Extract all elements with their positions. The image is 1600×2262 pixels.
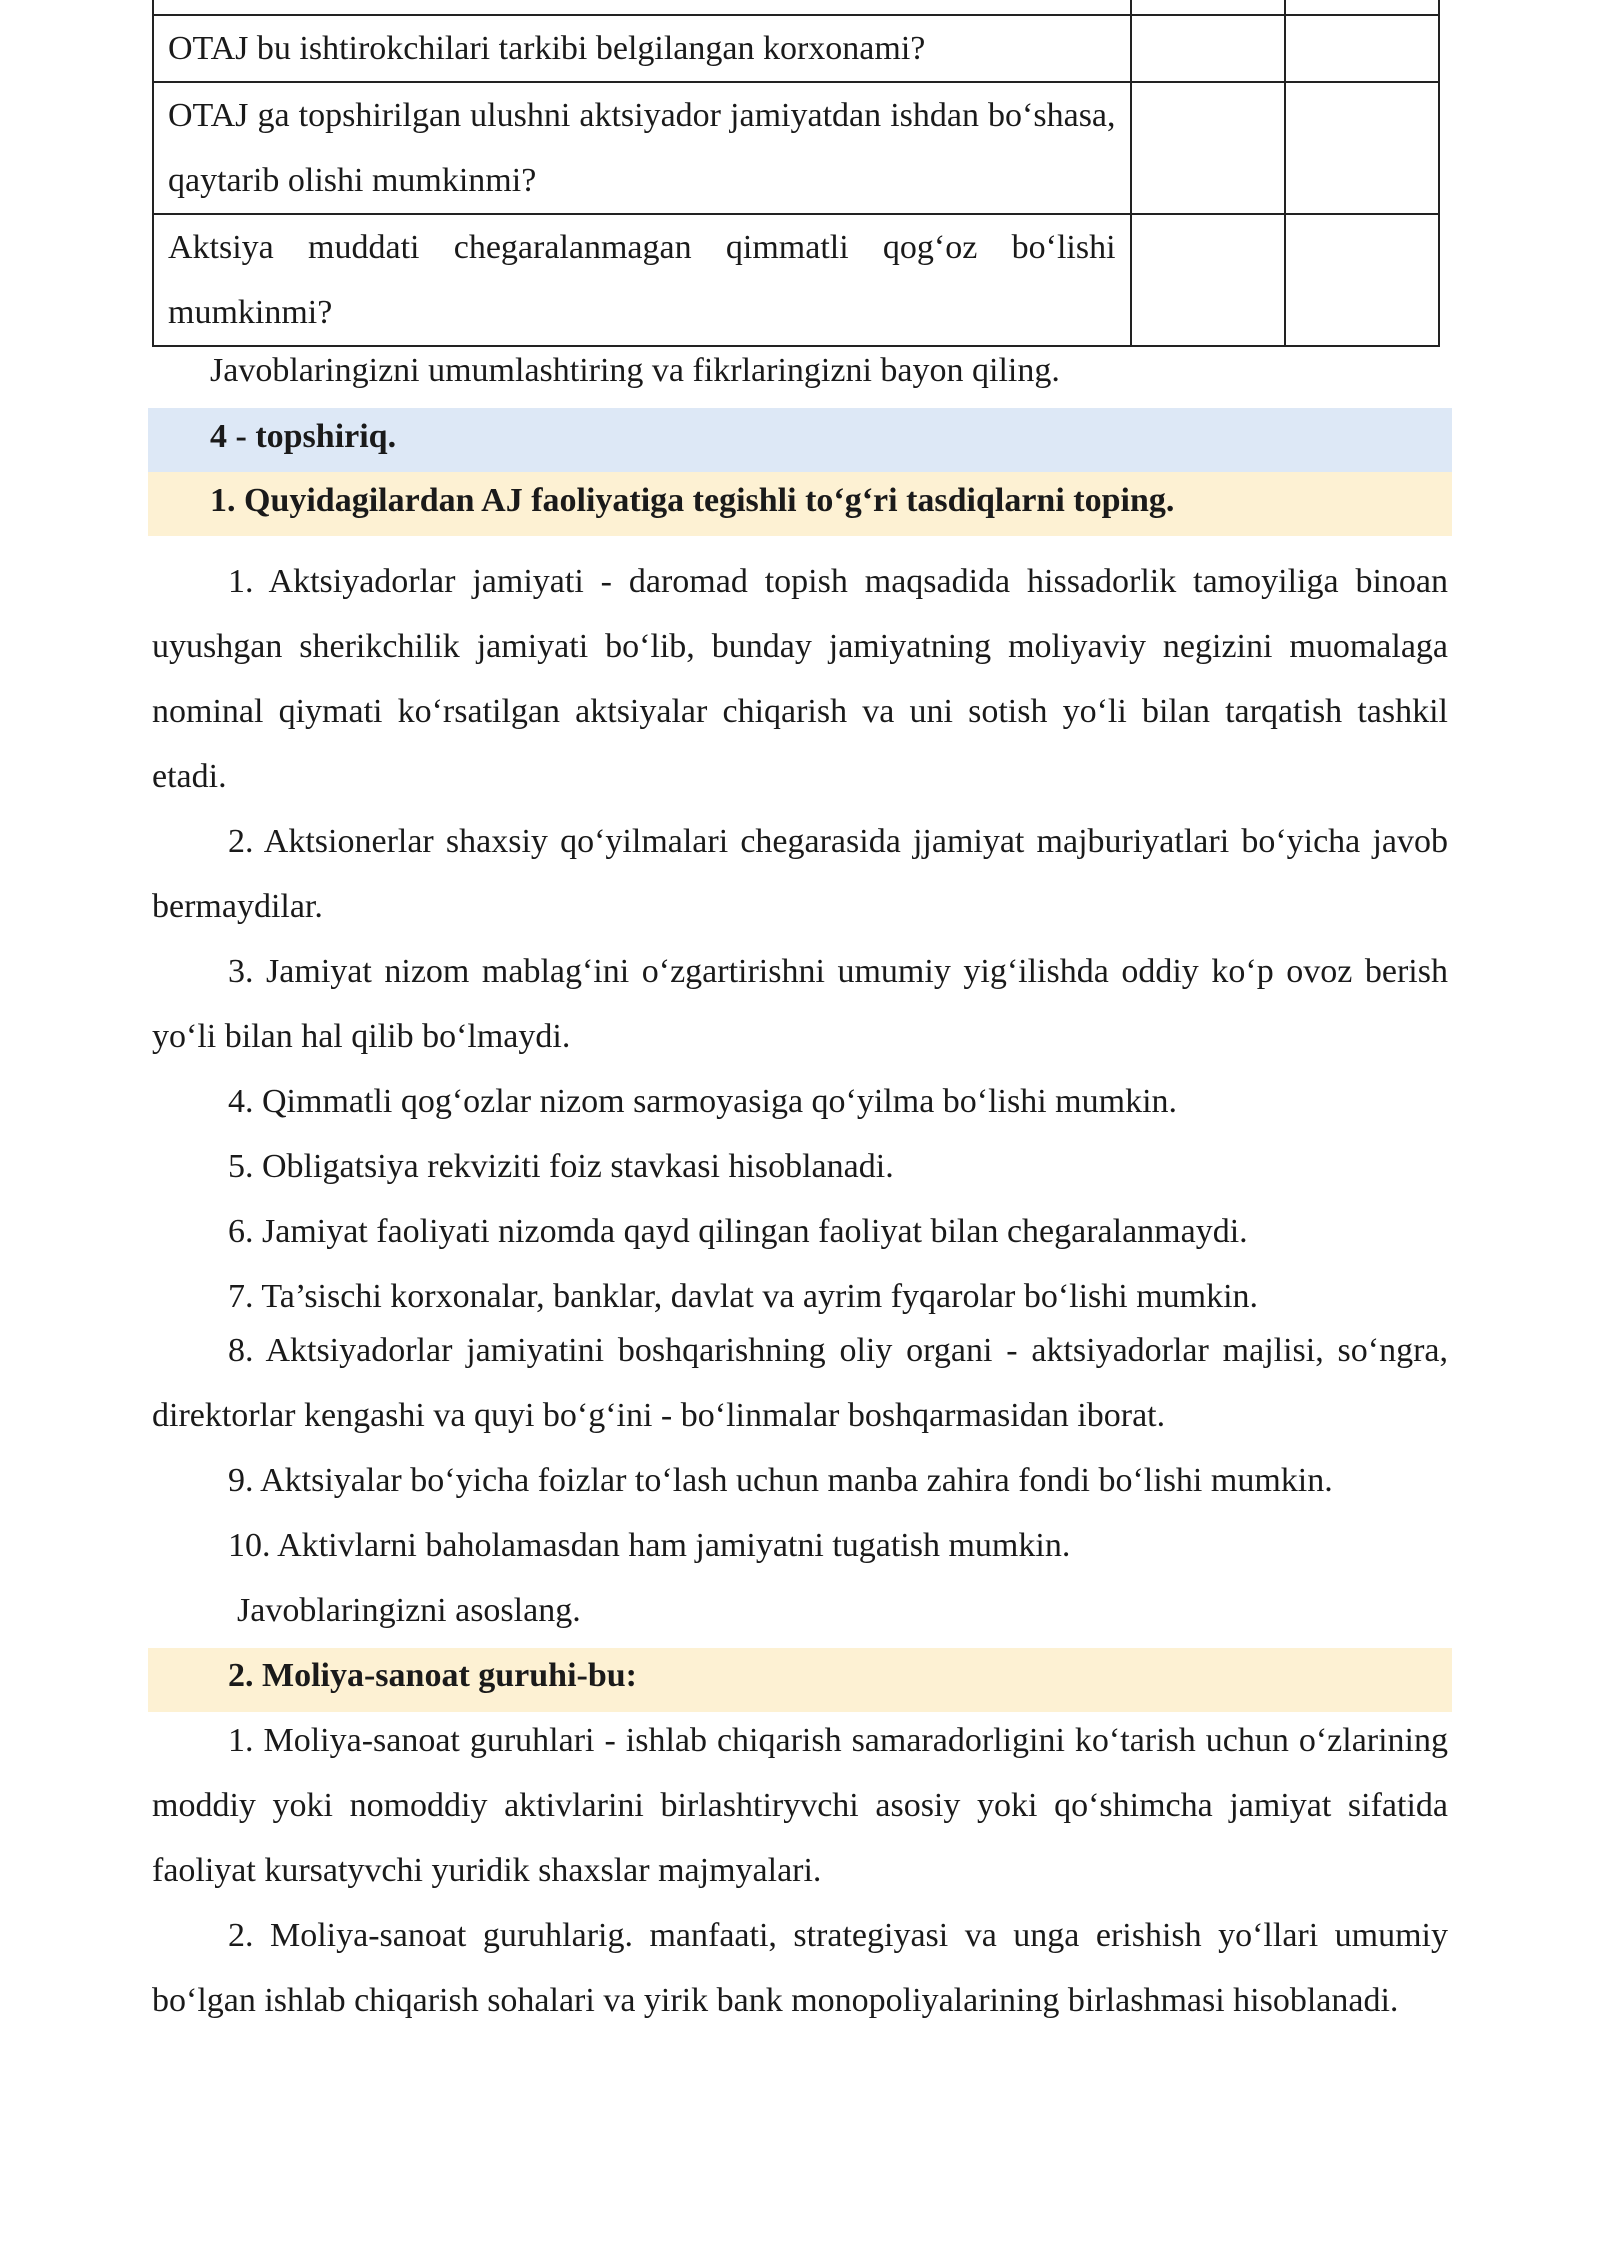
- question-cell: OTAJ ga topshirilgan ulushni aktsiyador jamiyatdan ishdan bo‘shasa, qaytarib olishi mumkinmi?: [153, 82, 1131, 214]
- answer-cell-yes[interactable]: [1131, 214, 1285, 346]
- question-heading-2: 2. Moliya-sanoat guruhi-bu:: [228, 1657, 637, 1694]
- table-row-top-edge: [153, 0, 1439, 15]
- summary-instruction: Javoblaringizni umumlashtiring va fikrlaringizni bayon qiling.: [210, 352, 1060, 389]
- answer-cell-no[interactable]: [1285, 214, 1439, 346]
- table-row: [153, 15, 1439, 82]
- question-heading-1: 1. Quyidagilardan AJ faoliyatiga tegishli to‘g‘ri tasdiqlarni toping.: [210, 482, 1175, 519]
- statement-item: 6. Jamiyat faoliyati nizomda qayd qilingan faoliyat bilan chegaralanmaydi.: [228, 1213, 1248, 1250]
- statement-item: 3. Jamiyat nizom mablag‘ini o‘zgartirishni umumiy yig‘ilishda oddiy ko‘p ovoz berish yo‘li bilan hal qilib bo‘lmaydi.: [152, 953, 1448, 1055]
- answer-cell-yes[interactable]: [1131, 15, 1285, 82]
- statement-item: 7. Ta’sischi korxonalar, banklar, davlat va ayrim fyqarolar bo‘lishi mumkin.: [228, 1278, 1259, 1315]
- question-cell: Aktsiya muddati chegaralanmagan qimmatli qog‘oz bo‘lishi mumkinmi?: [153, 214, 1131, 346]
- closing-instruction: Javoblaringizni asoslang.: [237, 1592, 581, 1629]
- task-title: 4 - topshiriq.: [210, 418, 397, 455]
- statement-item: 2. Aktsionerlar shaxsiy qo‘yilmalari chegarasida jjamiyat majburiyatlari bo‘yicha javob bermaydilar.: [152, 823, 1448, 925]
- answer-cell-yes[interactable]: [1131, 82, 1285, 214]
- statement-item: 5. Obligatsiya rekviziti foiz stavkasi hisoblanadi.: [228, 1148, 894, 1185]
- statement-item: 4. Qimmatli qog‘ozlar nizom sarmoyasiga qo‘yilma bo‘lishi mumkin.: [228, 1083, 1178, 1120]
- question-cell: OTAJ bu ishtirokchilari tarkibi belgilangan korxonami?: [153, 15, 1131, 82]
- statement-item: 8. Aktsiyadorlar jamiyatini boshqarishning oliy organi - aktsiyadorlar majlisi, so‘ngra, direktorlar kengashi va quyi bo‘g‘ini - bo‘linmalar boshqarmasidan iborat.: [152, 1332, 1448, 1434]
- table-row: [153, 82, 1439, 214]
- table-row: [153, 214, 1439, 346]
- answer-cell-no[interactable]: [1285, 15, 1439, 82]
- statement-item: 10. Aktivlarni baholamasdan ham jamiyatni tugatish mumkin.: [228, 1527, 1071, 1564]
- statement-item: 2. Moliya-sanoat guruhlarig. manfaati, strategiyasi va unga erishish yo‘llari umumiy bo‘lgan ishlab chiqarish sohalari va yirik bank monopoliyalarining birlashmasi hisoblanadi.: [152, 1917, 1448, 2019]
- statement-item: 1. Moliya-sanoat guruhlari - ishlab chiqarish samaradorligini ko‘tarish uchun o‘zlarining moddiy yoki nomoddiy aktivlarini birlashtiryvchi asosiy yoki qo‘shimcha jamiyat sifatida faoliyat kursatyvchi yuridik shaxslar majmyalari.: [152, 1722, 1448, 1889]
- statement-item: 9. Aktsiyalar bo‘yicha foizlar to‘lash uchun manba zahira fondi bo‘lishi mumkin.: [228, 1462, 1333, 1499]
- statement-item: 1. Aktsiyadorlar jamiyati - daromad topish maqsadida hissadorlik tamoyiliga binoan uyushgan sherikchilik jamiyati bo‘lib, bunday jamiyatning moliyaviy negizini muomalaga nominal qiymati ko‘rsatilgan aktsiyalar chiqarish va uni sotish yo‘li bilan tarqatish tashkil etadi.: [152, 563, 1448, 795]
- answer-cell-no[interactable]: [1285, 82, 1439, 214]
- question-table: [152, 0, 1440, 347]
